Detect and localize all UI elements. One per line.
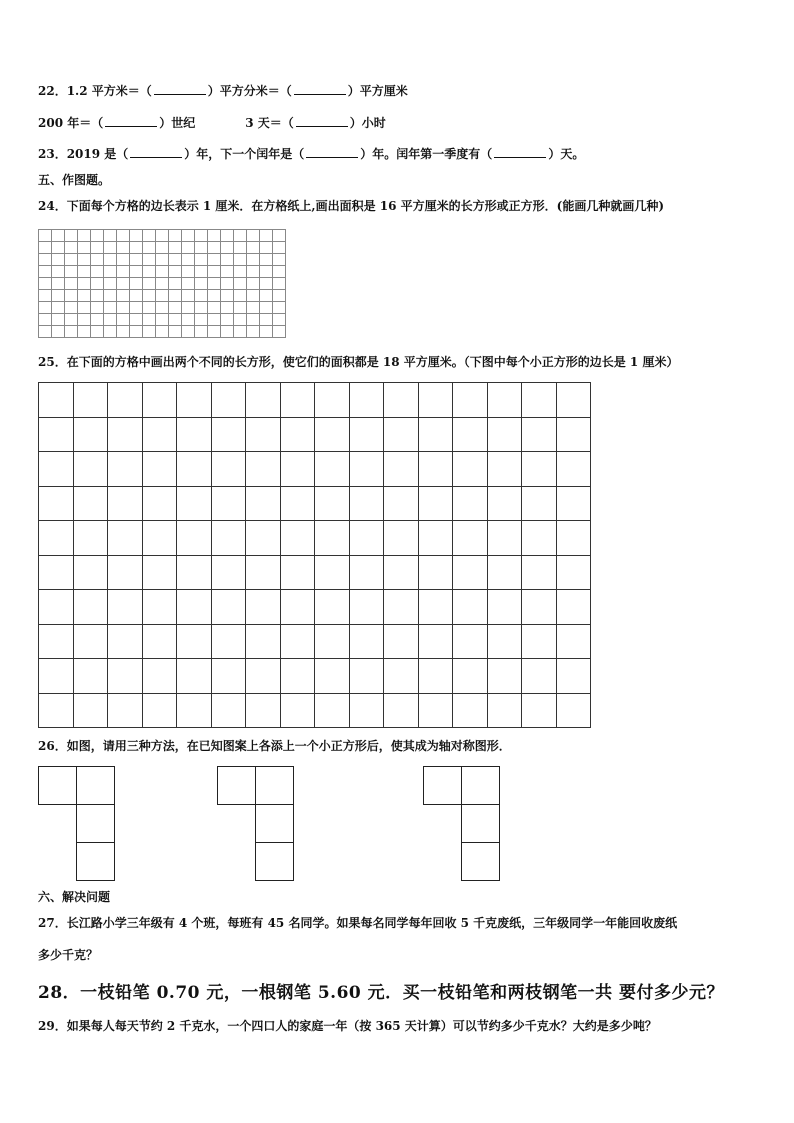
q27-line1: 27．长江路小学三年级有 4 个班，每班有 45 名同学。如果每名同学每年回收 5 千克废纸，三年级同学一年能回收废纸 <box>38 916 678 930</box>
grid-cell[interactable] <box>176 658 212 694</box>
grid-cell[interactable] <box>349 589 385 625</box>
grid-cell[interactable] <box>418 382 454 418</box>
grid-cell[interactable] <box>280 658 316 694</box>
grid-cell[interactable] <box>521 417 557 453</box>
grid-cell[interactable] <box>116 325 130 338</box>
grid-cell[interactable] <box>142 555 178 591</box>
grid-cell[interactable] <box>349 658 385 694</box>
grid-cell[interactable] <box>73 382 109 418</box>
grid-cell[interactable] <box>129 325 143 338</box>
grid-cell[interactable] <box>211 417 247 453</box>
grid-cell[interactable] <box>38 520 74 556</box>
section-6-heading: 六、解决问题 <box>38 890 111 904</box>
grid-cell[interactable] <box>142 658 178 694</box>
grid-cell[interactable] <box>272 325 286 338</box>
grid-cell[interactable] <box>211 382 247 418</box>
grid-cell[interactable] <box>452 658 488 694</box>
q22-line1 <box>38 83 408 99</box>
grid-cell[interactable] <box>418 520 454 556</box>
grid-cell[interactable] <box>38 589 74 625</box>
grid-cell[interactable] <box>556 624 592 660</box>
grid-cell[interactable] <box>168 325 182 338</box>
grid-cell[interactable] <box>107 589 143 625</box>
grid-cell[interactable] <box>487 589 523 625</box>
grid-cell[interactable] <box>73 451 109 487</box>
grid-cell[interactable] <box>280 693 316 729</box>
grid-cell[interactable] <box>487 693 523 729</box>
grid-cell[interactable] <box>176 486 212 522</box>
grid-cell[interactable] <box>349 555 385 591</box>
grid-cell[interactable] <box>452 382 488 418</box>
q22-line2-text-b: ）世纪 <box>159 116 196 130</box>
grid-cell[interactable] <box>383 520 419 556</box>
grid-cell[interactable] <box>107 555 143 591</box>
grid-cell[interactable] <box>176 624 212 660</box>
grid-cell[interactable] <box>556 520 592 556</box>
grid-cell[interactable] <box>245 555 281 591</box>
q23-blank-3[interactable] <box>494 146 546 158</box>
q22-text-b: ）平方分米＝（ <box>207 84 292 98</box>
grid-cell[interactable] <box>211 589 247 625</box>
section-5-heading: 五、作图题。 <box>38 173 111 187</box>
grid-cell[interactable] <box>107 451 143 487</box>
grid-cell[interactable] <box>245 693 281 729</box>
grid-cell[interactable] <box>521 451 557 487</box>
q23-text-a: 2019 是（ <box>66 147 129 161</box>
grid-cell[interactable] <box>280 520 316 556</box>
grid-cell[interactable] <box>314 693 350 729</box>
figure-square <box>76 842 115 881</box>
grid-cell[interactable] <box>349 417 385 453</box>
q22-blank-3[interactable] <box>105 115 157 127</box>
grid-cell[interactable] <box>245 417 281 453</box>
q28-text: 28．一枝铅笔 0.70 元，一根钢笔 5.60 元．买一枝铅笔和两枝钢笔一共 要付多少元？ <box>38 983 725 1003</box>
grid-cell[interactable] <box>142 486 178 522</box>
grid-cell[interactable] <box>314 658 350 694</box>
grid-cell[interactable] <box>77 325 91 338</box>
grid-cell[interactable] <box>521 486 557 522</box>
q22-line2-text-c: 3 天＝（ <box>245 116 294 130</box>
grid-cell[interactable] <box>233 325 247 338</box>
grid-cell[interactable] <box>314 589 350 625</box>
grid-cell[interactable] <box>349 486 385 522</box>
grid-cell[interactable] <box>176 451 212 487</box>
grid-cell[interactable] <box>383 382 419 418</box>
q22-blank-2[interactable] <box>294 83 346 95</box>
grid-cell[interactable] <box>38 451 74 487</box>
grid-cell[interactable] <box>487 520 523 556</box>
grid-cell[interactable] <box>383 658 419 694</box>
grid-cell[interactable] <box>521 555 557 591</box>
grid-cell[interactable] <box>487 624 523 660</box>
grid-cell[interactable] <box>142 382 178 418</box>
grid-cell[interactable] <box>245 624 281 660</box>
grid-cell[interactable] <box>90 325 104 338</box>
grid-cell[interactable] <box>245 382 281 418</box>
grid-cell[interactable] <box>556 555 592 591</box>
grid-cell[interactable] <box>38 555 74 591</box>
grid-cell[interactable] <box>556 382 592 418</box>
grid-cell[interactable] <box>349 382 385 418</box>
grid-cell[interactable] <box>521 693 557 729</box>
grid-cell[interactable] <box>142 624 178 660</box>
grid-cell[interactable] <box>176 417 212 453</box>
grid-cell[interactable] <box>487 382 523 418</box>
grid-cell[interactable] <box>38 624 74 660</box>
grid-cell[interactable] <box>418 589 454 625</box>
grid-cell[interactable] <box>418 624 454 660</box>
grid-cell[interactable] <box>38 486 74 522</box>
grid-cell[interactable] <box>556 417 592 453</box>
grid-cell[interactable] <box>194 325 208 338</box>
q26-text: 26．如图，请用三种方法，在已知图案上各添上一个小正方形后，使其成为轴对称图形． <box>38 739 511 753</box>
grid-cell[interactable] <box>176 555 212 591</box>
grid-cell[interactable] <box>452 451 488 487</box>
grid-cell[interactable] <box>245 486 281 522</box>
q23-blank-2[interactable] <box>306 146 358 158</box>
grid-cell[interactable] <box>418 555 454 591</box>
grid-cell[interactable] <box>349 624 385 660</box>
q24-grid[interactable] <box>38 229 285 337</box>
grid-cell[interactable] <box>211 555 247 591</box>
grid-cell[interactable] <box>73 520 109 556</box>
grid-cell[interactable] <box>452 486 488 522</box>
grid-cell[interactable] <box>383 417 419 453</box>
q23-number: 23． <box>38 147 67 161</box>
grid-cell[interactable] <box>383 486 419 522</box>
grid-cell[interactable] <box>418 451 454 487</box>
grid-cell[interactable] <box>521 624 557 660</box>
grid-cell[interactable] <box>349 451 385 487</box>
grid-cell[interactable] <box>142 693 178 729</box>
figure-square <box>423 766 462 805</box>
grid-cell[interactable] <box>207 325 221 338</box>
q23-text-b: ）年，下一个闰年是（ <box>184 147 305 161</box>
q22-line2-text-d: ）小时 <box>349 116 386 130</box>
grid-cell[interactable] <box>418 693 454 729</box>
grid-cell[interactable] <box>383 624 419 660</box>
grid-cell[interactable] <box>383 451 419 487</box>
grid-cell[interactable] <box>211 486 247 522</box>
grid-cell[interactable] <box>38 417 74 453</box>
grid-cell[interactable] <box>245 589 281 625</box>
figure-square <box>461 804 500 843</box>
grid-cell[interactable] <box>211 520 247 556</box>
grid-cell[interactable] <box>246 325 260 338</box>
q22-blank-1[interactable] <box>154 83 206 95</box>
grid-cell[interactable] <box>521 589 557 625</box>
grid-cell[interactable] <box>73 417 109 453</box>
grid-cell[interactable] <box>211 624 247 660</box>
grid-cell[interactable] <box>349 693 385 729</box>
grid-cell[interactable] <box>142 589 178 625</box>
q24-text: 24．下面每个方格的边长表示 1 厘米．在方格纸上,画出面积是 16 平方厘米的长方形或正方形．(能画几种就画几种) <box>38 199 664 213</box>
q22-text-c: ）平方厘米 <box>347 84 408 98</box>
grid-cell[interactable] <box>245 451 281 487</box>
q22-line2-text-a: 200 年＝（ <box>38 116 104 130</box>
grid-cell[interactable] <box>73 589 109 625</box>
figure-square <box>461 842 500 881</box>
grid-cell[interactable] <box>176 382 212 418</box>
grid-cell[interactable] <box>73 658 109 694</box>
grid-cell[interactable] <box>211 658 247 694</box>
figure-square <box>255 804 294 843</box>
grid-cell[interactable] <box>383 693 419 729</box>
q23-line <box>38 146 584 162</box>
grid-cell[interactable] <box>259 325 273 338</box>
grid-cell[interactable] <box>73 486 109 522</box>
grid-cell[interactable] <box>107 520 143 556</box>
grid-cell[interactable] <box>38 658 74 694</box>
q25-grid[interactable] <box>38 382 590 727</box>
grid-cell[interactable] <box>452 520 488 556</box>
grid-cell[interactable] <box>452 624 488 660</box>
grid-cell[interactable] <box>176 589 212 625</box>
q23-blank-1[interactable] <box>130 146 182 158</box>
grid-cell[interactable] <box>521 520 557 556</box>
grid-cell[interactable] <box>107 382 143 418</box>
q25-text: 25．在下面的方格中画出两个不同的长方形，使它们的面积都是 18 平方厘米。（下图中每个小正方形的边长是 1 厘米） <box>38 355 679 369</box>
q22-blank-4[interactable] <box>296 115 348 127</box>
grid-cell[interactable] <box>452 589 488 625</box>
q22-line2 <box>38 115 386 131</box>
grid-cell[interactable] <box>452 693 488 729</box>
grid-cell[interactable] <box>314 624 350 660</box>
grid-cell[interactable] <box>155 325 169 338</box>
grid-cell[interactable] <box>383 555 419 591</box>
grid-cell[interactable] <box>107 624 143 660</box>
grid-cell[interactable] <box>245 520 281 556</box>
figure-square <box>461 766 500 805</box>
grid-cell[interactable] <box>181 325 195 338</box>
figure-square <box>76 766 115 805</box>
grid-cell[interactable] <box>73 693 109 729</box>
q29-text: 29．如果每人每天节约 2 千克水，一个四口人的家庭一年（按 365 天计算）可以节约多少千克水？大约是多少吨？ <box>38 1019 657 1033</box>
q22-number: 22． <box>38 84 67 98</box>
grid-cell[interactable] <box>280 624 316 660</box>
q23-text-d: ）天。 <box>548 147 585 161</box>
grid-cell[interactable] <box>487 451 523 487</box>
grid-cell[interactable] <box>314 417 350 453</box>
grid-cell[interactable] <box>280 451 316 487</box>
grid-cell[interactable] <box>73 555 109 591</box>
grid-cell[interactable] <box>556 589 592 625</box>
grid-cell[interactable] <box>487 486 523 522</box>
grid-cell[interactable] <box>487 658 523 694</box>
grid-cell[interactable] <box>418 417 454 453</box>
q23-text-c: ）年。闰年第一季度有（ <box>360 147 493 161</box>
grid-cell[interactable] <box>280 417 316 453</box>
grid-cell[interactable] <box>314 382 350 418</box>
grid-cell[interactable] <box>452 417 488 453</box>
grid-cell[interactable] <box>211 693 247 729</box>
figure-square <box>255 842 294 881</box>
grid-cell[interactable] <box>142 451 178 487</box>
grid-cell[interactable] <box>280 589 316 625</box>
grid-cell[interactable] <box>107 417 143 453</box>
grid-cell[interactable] <box>38 382 74 418</box>
grid-cell[interactable] <box>107 693 143 729</box>
grid-cell[interactable] <box>103 325 117 338</box>
grid-cell[interactable] <box>314 451 350 487</box>
q26-figure-2[interactable] <box>217 766 297 884</box>
grid-cell[interactable] <box>107 658 143 694</box>
grid-cell[interactable] <box>418 486 454 522</box>
grid-cell[interactable] <box>280 486 316 522</box>
grid-cell[interactable] <box>556 486 592 522</box>
grid-cell[interactable] <box>38 325 52 338</box>
grid-cell[interactable] <box>211 451 247 487</box>
grid-cell[interactable] <box>556 658 592 694</box>
grid-cell[interactable] <box>452 555 488 591</box>
grid-cell[interactable] <box>280 382 316 418</box>
grid-cell[interactable] <box>38 693 74 729</box>
grid-cell[interactable] <box>51 325 65 338</box>
grid-cell[interactable] <box>349 520 385 556</box>
grid-cell[interactable] <box>142 520 178 556</box>
grid-cell[interactable] <box>220 325 234 338</box>
grid-cell[interactable] <box>487 555 523 591</box>
grid-cell[interactable] <box>245 658 281 694</box>
q22-text-a: 1.2 平方米＝（ <box>66 84 152 98</box>
grid-cell[interactable] <box>73 624 109 660</box>
grid-cell[interactable] <box>487 417 523 453</box>
q26-figure-1[interactable] <box>38 766 118 884</box>
figure-square <box>217 766 256 805</box>
figure-square <box>255 766 294 805</box>
grid-cell[interactable] <box>556 451 592 487</box>
grid-cell[interactable] <box>142 417 178 453</box>
q26-figure-3[interactable] <box>423 766 503 884</box>
q27-line2: 多少千克？ <box>38 948 99 962</box>
grid-cell[interactable] <box>314 520 350 556</box>
grid-cell[interactable] <box>176 693 212 729</box>
grid-cell[interactable] <box>176 520 212 556</box>
grid-cell[interactable] <box>521 658 557 694</box>
figure-square <box>76 804 115 843</box>
grid-cell[interactable] <box>556 693 592 729</box>
grid-cell[interactable] <box>64 325 78 338</box>
grid-cell[interactable] <box>314 555 350 591</box>
grid-cell[interactable] <box>107 486 143 522</box>
grid-cell[interactable] <box>314 486 350 522</box>
grid-cell[interactable] <box>418 658 454 694</box>
grid-cell[interactable] <box>521 382 557 418</box>
grid-cell[interactable] <box>280 555 316 591</box>
figure-square <box>38 766 77 805</box>
grid-cell[interactable] <box>142 325 156 338</box>
grid-cell[interactable] <box>383 589 419 625</box>
